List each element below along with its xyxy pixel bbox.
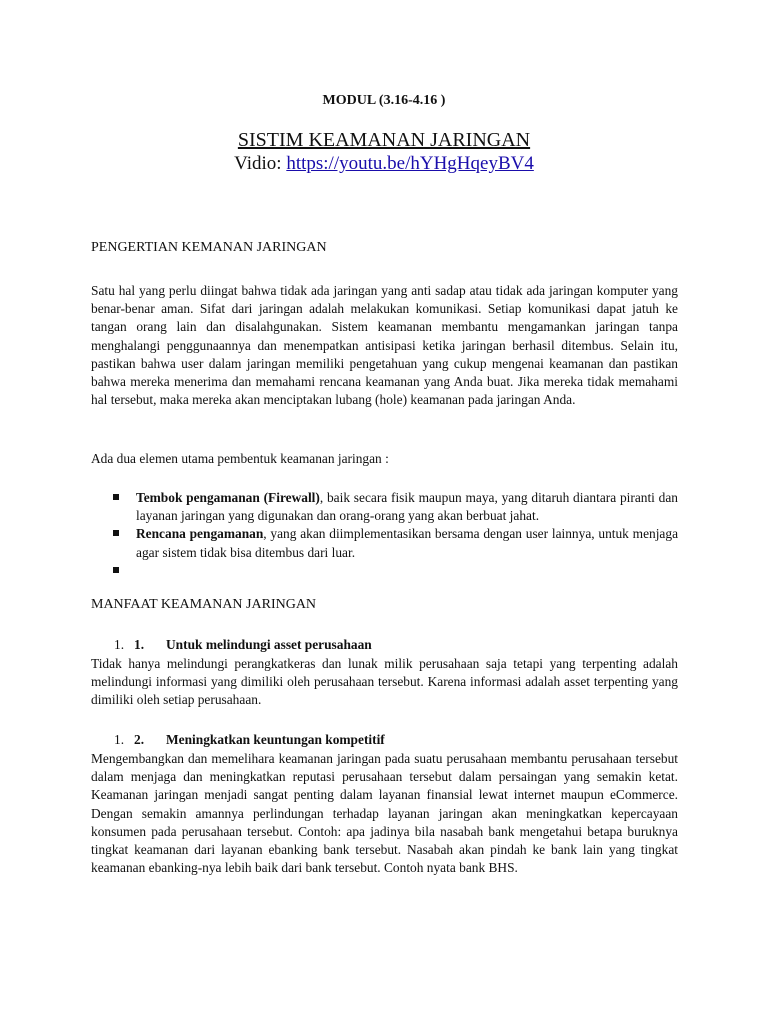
section-heading-pengertian: PENGERTIAN KEMANAN JARINGAN bbox=[91, 240, 327, 255]
video-prefix: Vidio: bbox=[234, 153, 287, 174]
numbered-heading-title: Meningkatkan keuntungan kompetitif bbox=[166, 732, 385, 747]
list-item-text: , yang akan diimplementasikan bersama dengan user lainnya, untuk menjaga agar sistem tidak bisa ditembus dari luar. bbox=[136, 526, 679, 560]
inner-number: 2. bbox=[134, 732, 145, 747]
list-item-bold: Rencana pengamanan bbox=[136, 526, 264, 542]
list-item-text: , baik secara fisik maupun maya, yang ditaruh diantara piranti dan layanan jaringan yang digunakan dan orang-orang yang akan berbuat jahat. bbox=[136, 490, 678, 524]
section-heading-manfaat: MANFAAT KEAMANAN JARINGAN bbox=[91, 597, 317, 612]
paragraph-manfaat-1: Tidak hanya melindungi perangkatkeras dan lunak milik perusahaan saja tetapi yang terpenting adalah melindungi informasi yang dimiliki oleh perusahaan tersebut. Karena informasi adalah asset terpenting yang dimiliki oleh setiap perusahaan. bbox=[91, 656, 678, 708]
list-item bbox=[91, 525, 678, 561]
list-item bbox=[91, 489, 678, 525]
bullet-square-icon bbox=[113, 567, 119, 573]
list-item bbox=[91, 562, 678, 580]
bullet-square-icon bbox=[113, 530, 119, 536]
paragraph-manfaat-2: Mengembangkan dan memelihara keamanan jaringan pada suatu perusahaan membantu perusahaan tersebut dalam menjaga dan meningkatkan reputasi perusahaan tersebut dalam persaingan yang semakin ketat. Keamanan jaringan menjadi sangat penting dalam layanan finansial lewat internet maupun eCommerce. Dengan semakin amannya perlindungan terhadap layanan jaringan akan meningkatkan kepercayaan konsumen pada perusahaan tersebut. Contoh: apa jadinya bila nasabah bank mengetahui betapa buruknya tingkat keamanan dari layanan ebanking bank tersebut. Nasabah akan pindah ke bank lain yang tingkat keamanan ebanking-nya lebih baik dari bank tersebut. Contoh nyata bank BHS. bbox=[91, 751, 678, 876]
video-link[interactable]: https://youtu.be/hYHgHqeyBV4 bbox=[286, 153, 534, 174]
inner-number: 1. bbox=[134, 637, 145, 652]
outer-number: 1. bbox=[114, 637, 125, 652]
list-item-bold: Tembok pengamanan (Firewall) bbox=[136, 490, 320, 505]
bullet-square-icon bbox=[113, 494, 119, 500]
outer-number: 1. bbox=[114, 732, 125, 747]
paragraph-elemen-intro: Ada dua elemen utama pembentuk keamanan jaringan : bbox=[91, 451, 389, 466]
document-title: SISTIM KEAMANAN JARINGAN bbox=[237, 129, 531, 151]
numbered-heading-1 bbox=[114, 637, 372, 653]
paragraph-pengertian: Satu hal yang perlu diingat bahwa tidak ada jaringan yang anti sadap atau tidak ada jaringan komputer yang benar-benar aman. Sifat dari jaringan adalah melakukan komunikasi. Setiap komunikasi dapat jatuh ke tangan orang lain dan disalahgunakan. Sistem keamanan membantu mengamankan jaringan tanpa menghalangi penggunaannya dan menempatkan antisipasi ketika jaringan berhasil ditembus. Selain itu, pastikan bahwa user dalam jaringan memiliki pengetahuan yang cukup mengenai keamanan dan pastikan bahwa mereka menerima dan memahami rencana keamanan yang Anda buat. Jika mereka tidak memahami hal tersebut, maka mereka akan menciptakan lubang (hole) keamanan pada jaringan Anda. bbox=[91, 283, 678, 408]
numbered-heading-title: Untuk melindungi asset perusahaan bbox=[166, 637, 372, 652]
numbered-heading-2 bbox=[114, 732, 385, 748]
module-label: MODUL (3.16-4.16 ) bbox=[322, 93, 446, 108]
bullet-list bbox=[91, 489, 678, 580]
video-line bbox=[0, 153, 768, 175]
